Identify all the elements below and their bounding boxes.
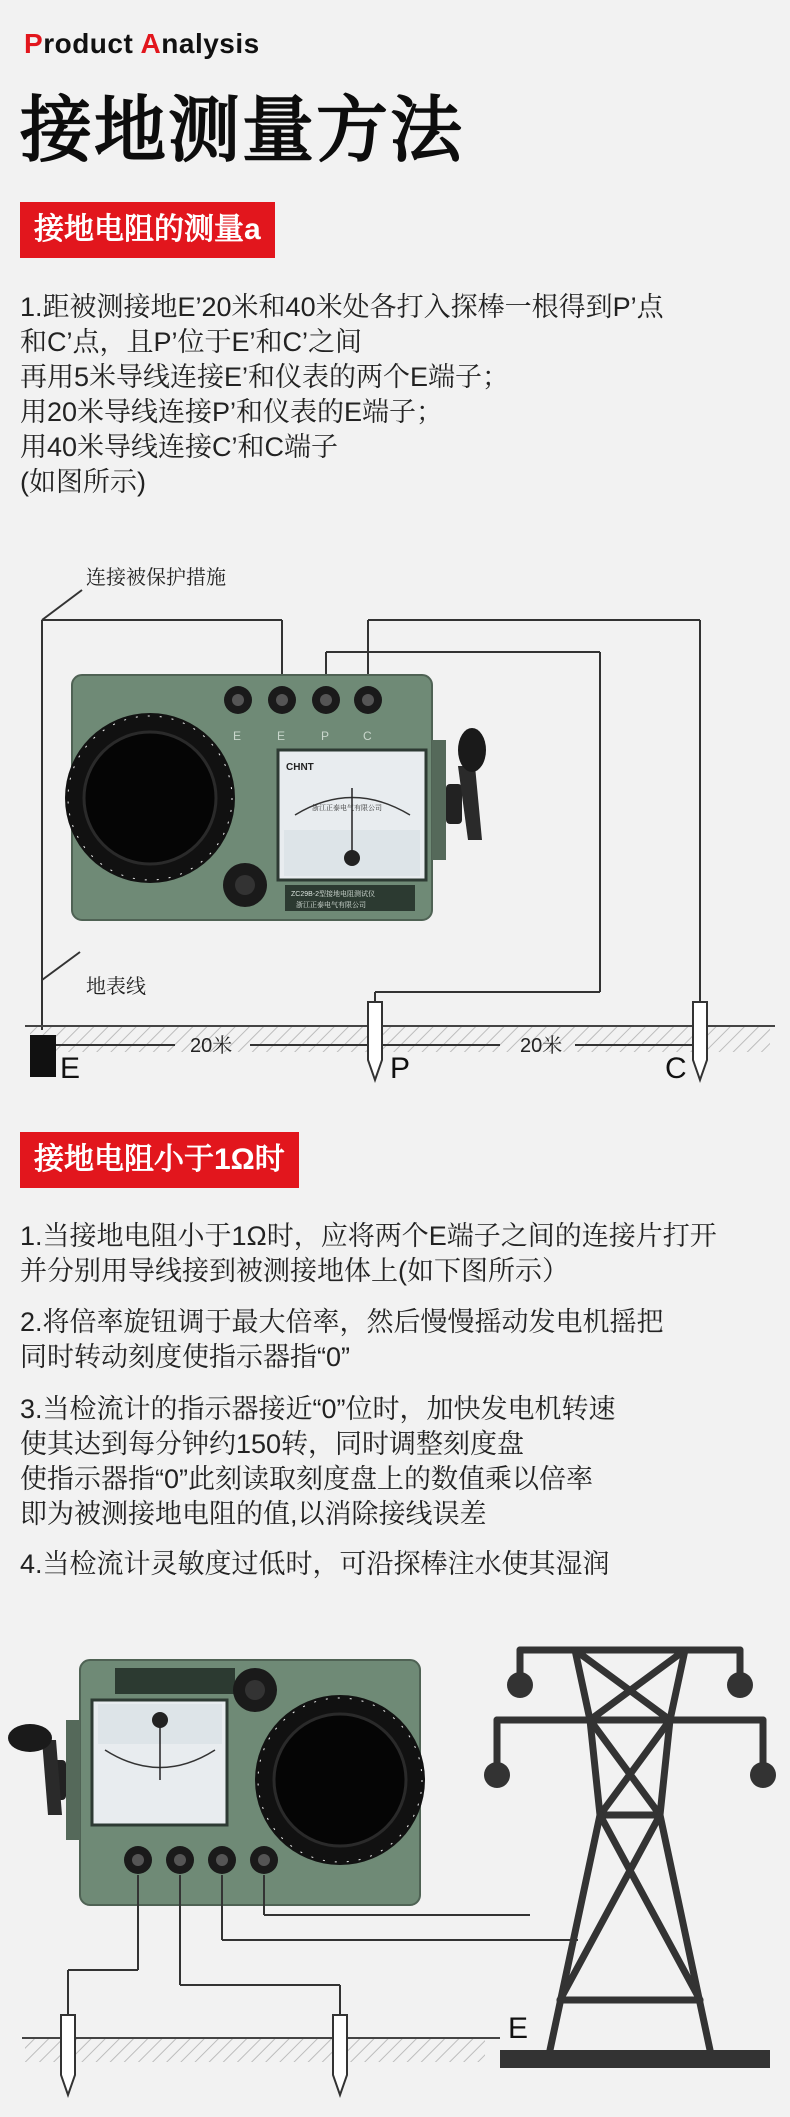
- name-plate: [115, 1668, 235, 1694]
- section-b-paragraph-4: [20, 1547, 610, 1582]
- eyebrow-letter-p: P: [24, 28, 44, 59]
- section-a-line: 和C’点，且P’位于E’和C’之间: [20, 327, 363, 357]
- plate-company: 浙江正泰电气有限公司: [296, 902, 366, 909]
- probe-left: [61, 2015, 75, 2095]
- point-e-label: E: [60, 1052, 81, 1085]
- probe-p: [368, 1002, 382, 1080]
- probe-right: [333, 2015, 347, 2095]
- wiring-diagram-a: [0, 540, 790, 1100]
- brand-logo: CHNT: [286, 762, 314, 773]
- section-b-paragraph-1: [20, 1219, 717, 1289]
- point-c-label: C: [665, 1052, 687, 1085]
- terminal-label: E: [233, 729, 242, 743]
- section-b-paragraph-2: [20, 1305, 664, 1375]
- terminal-label: P: [321, 729, 330, 743]
- section-a-line: 1.距被测接地E’20米和40米处各打入探棒一根得到P’点: [20, 292, 664, 322]
- crank-handle: [8, 1724, 66, 1815]
- terminal-label: E: [277, 729, 286, 743]
- ground-electrode-e: [30, 1035, 56, 1077]
- terminal-label: C: [363, 729, 372, 743]
- label-ground-line: 地表线: [86, 976, 146, 998]
- section-a-badge: 接地电阻的测量a: [20, 202, 275, 258]
- section-a-line: 用40米导线连接C’和C端子: [20, 432, 339, 462]
- section-b-paragraph-3: [20, 1392, 616, 1532]
- distance-label-2: 20米: [520, 1035, 563, 1057]
- distance-label-1: 20米: [190, 1035, 233, 1057]
- section-a-line: 再用5米导线连接E’和仪表的两个E端子；: [20, 362, 510, 392]
- tower-base: [500, 2050, 770, 2068]
- point-p-label: P: [390, 1052, 411, 1085]
- eyebrow-word-analysis: nalysis: [161, 28, 260, 59]
- section-a-text: [20, 290, 664, 500]
- section-eyebrow: [24, 28, 260, 60]
- point-e-label: E: [508, 2012, 529, 2045]
- section-b-line: 使其达到每分钟约150转，同时调整刻度盘: [20, 1429, 525, 1459]
- earth-tester-device-mirrored: [8, 1660, 425, 1905]
- section-b-badge: 接地电阻小于1Ω时: [20, 1132, 299, 1188]
- probe-c: [693, 1002, 707, 1080]
- transmission-tower: [497, 1650, 763, 2050]
- section-b-line: 并分别用导线接到被测接地体上(如下图所示）: [20, 1256, 569, 1286]
- section-a-line: (如图所示): [20, 467, 146, 497]
- section-b-line: 使指示器指“0”此刻读取刻度盘上的数值乘以倍率: [20, 1464, 593, 1494]
- plate-model: ZC29B-2型接地电阻测试仪: [291, 891, 376, 898]
- section-b-line: 3.当检流计的指示器接近“0”位时，加快发电机转速: [20, 1394, 616, 1424]
- wiring-diagram-b: [0, 1620, 790, 2117]
- section-b-line: 即为被测接地电阻的值,以消除接线误差: [20, 1499, 487, 1529]
- page-title: 接地测量方法: [20, 88, 465, 172]
- meter-company: 浙江正泰电气有限公司: [312, 805, 382, 812]
- eyebrow-letter-a: A: [140, 28, 162, 59]
- galvanometer: [278, 750, 426, 880]
- section-b-line: 4.当检流计灵敏度过低时，可沿探棒注水使其湿润: [20, 1549, 610, 1579]
- section-b-line: 2.将倍率旋钮调于最大倍率，然后慢慢摇动发电机摇把: [20, 1307, 664, 1337]
- section-b-line: 同时转动刻度使指示器指“0”: [20, 1342, 350, 1372]
- eyebrow-word-product: roduct: [43, 28, 141, 59]
- ground-hatch: [30, 1026, 770, 1052]
- section-a-line: 用20米导线连接P’和仪表的E端子；: [20, 397, 444, 427]
- crank-handle: [446, 728, 486, 840]
- label-protect: 连接被保护措施: [86, 567, 226, 589]
- ground-hatch: [25, 2038, 485, 2062]
- section-b-line: 1.当接地电阻小于1Ω时，应将两个E端子之间的连接片打开: [20, 1221, 717, 1251]
- range-dial: [65, 713, 235, 883]
- earth-tester-device: [65, 675, 486, 920]
